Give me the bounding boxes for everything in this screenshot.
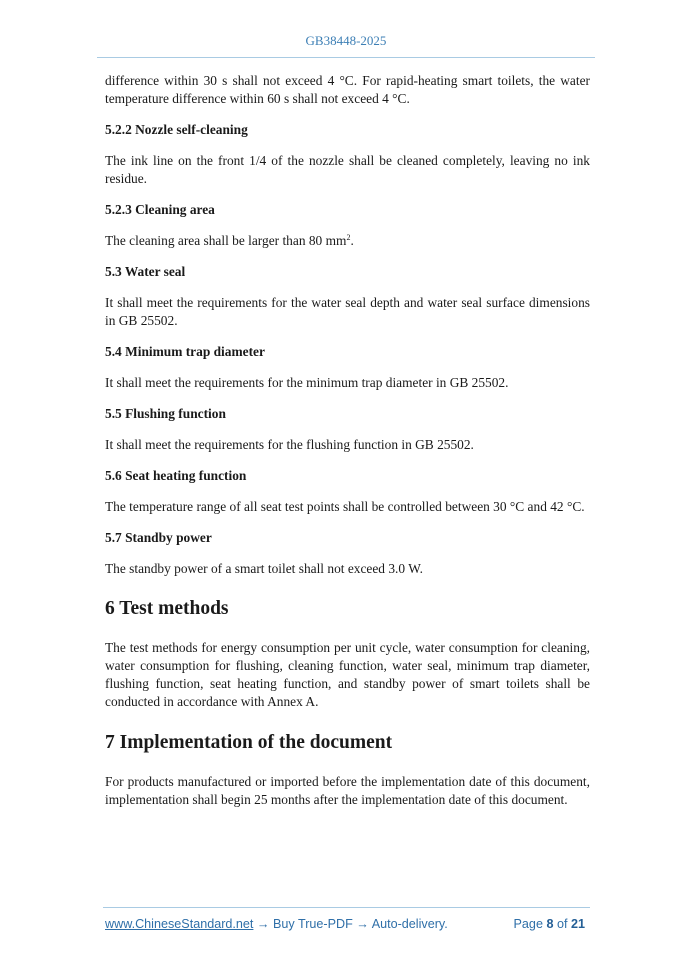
paragraph-water-seal: It shall meet the requirements for the water seal depth and water seal surface dimensions in GB 25502. [105,295,590,328]
paragraph-continuation: difference within 30 s shall not exceed 4 °C. For rapid-heating smart toilets, the water temperature difference within 60 s shall not exceed 4 °C. [105,73,590,106]
page-current: 8 [546,917,554,931]
page-indicator [514,917,585,931]
of-label: of [556,917,568,931]
paragraph-cleaning-area [105,232,590,250]
heading-5-6: 5.6 Seat heating function [105,468,247,483]
page-body [105,72,590,809]
heading-5-3: 5.3 Water seal [105,264,186,279]
chinese-standard-link[interactable]: www.ChineseStandard.net [105,917,254,931]
paragraph-seat-heating: The temperature range of all seat test points shall be controlled between 30 °C and 42 °C. [105,499,585,514]
paragraph-nozzle-self-cleaning: The ink line on the front 1/4 of the nozzle shall be cleaned completely, leaving no ink residue. [105,153,590,186]
heading-5-2-3: 5.2.3 Cleaning area [105,202,215,217]
heading-5-7: 5.7 Standby power [105,530,212,545]
heading-5-4: 5.4 Minimum trap diameter [105,344,265,359]
page-footer [105,917,585,931]
footer-divider [103,907,590,908]
document-id-header: GB38448-2025 [305,33,387,48]
paragraph-minimum-trap-diameter: It shall meet the requirements for the minimum trap diameter in GB 25502. [105,375,509,390]
paragraph-implementation: For products manufactured or imported before the implementation date of this document, implementation shall begin 25 months after the implementation date of this document. [105,774,590,807]
superscript-2: 2 [346,233,351,242]
paragraph-standby-power: The standby power of a smart toilet shall not exceed 3.0 W. [105,561,423,576]
paragraph-test-methods: The test methods for energy consumption per unit cycle, water consumption for cleaning, water consumption for flushing, cleaning function, water seal, minimum trap diameter, flushing function, seat heating function, and standby power of smart toilets shall be conducted in accordance with Annex A. [105,640,590,709]
cleaning-area-suffix: . [350,233,354,248]
header-divider [97,57,595,58]
paragraph-flushing-function: It shall meet the requirements for the flushing function in GB 25502. [105,437,474,452]
page-total: 21 [570,917,585,931]
page-label: Page [513,917,543,931]
cleaning-area-text: The cleaning area shall be larger than 80 mm [105,233,347,248]
heading-5-2-2: 5.2.2 Nozzle self-cleaning [105,122,248,137]
footer-tagline: → Buy True-PDF → Auto-delivery. [253,917,448,931]
heading-7-implementation: 7 Implementation of the document [105,732,393,753]
heading-6-test-methods: 6 Test methods [105,598,229,619]
heading-5-5: 5.5 Flushing function [105,406,226,421]
